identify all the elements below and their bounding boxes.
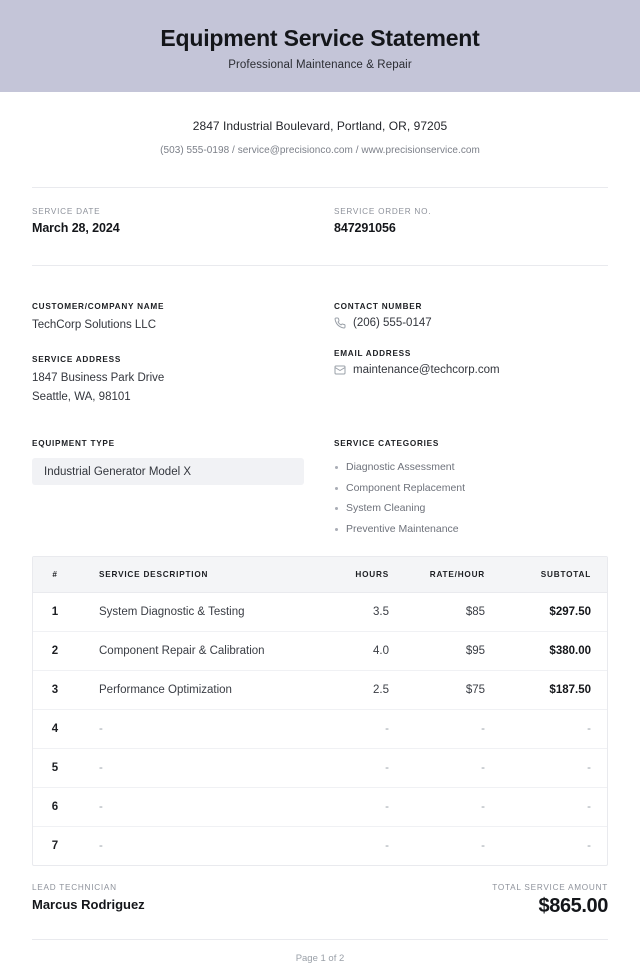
service-categories-field [320,439,608,539]
service-categories-label: SERVICE CATEGORIES [334,439,440,449]
service-address-label: SERVICE ADDRESS [32,354,122,364]
envelope-icon [334,364,346,376]
email-address-value-row [334,364,608,376]
column-header-description: SERVICE DESCRIPTION [77,557,321,593]
cell-number: 6 [33,788,77,827]
company-address: 2847 Industrial Boulevard, Portland, OR, 97205 [192,119,448,133]
service-date-value: March 28, 2024 [32,221,120,235]
cell-description: - [99,840,103,853]
list-item: Diagnostic Assessment [334,457,608,477]
cell-number: 5 [33,749,77,788]
table-header-row [33,557,607,593]
cell-number: 2 [33,632,77,671]
table-row[interactable] [33,671,607,710]
column-header-rate: RATE/HOUR [407,557,503,593]
service-address-field [32,355,320,407]
cell-description: Component Repair & Calibration [77,632,321,671]
table-body [33,593,607,866]
cell-description: Performance Optimization [77,671,321,710]
contact-number-value-row [334,317,608,329]
cell-rate: $95 [407,632,503,671]
cell-description: - [77,710,321,749]
cell-number: 1 [33,593,77,632]
email-address-field [334,349,608,376]
cell-hours: 4.0 [321,632,407,671]
total-amount-value: $865.00 [538,895,608,918]
email-address-value: maintenance@techcorp.com [353,364,500,376]
customer-name-value: TechCorp Solutions LLC [32,319,157,331]
cell-number: 3 [33,671,77,710]
contact-number-field [334,302,608,329]
cell-description: - [77,788,321,827]
email-address-label: EMAIL ADDRESS [334,349,412,358]
service-order-field [320,207,608,235]
cell-hours: - [385,840,389,853]
cell-hours: 2.5 [321,671,407,710]
divider-footer [32,939,608,940]
table-row[interactable] [33,593,607,632]
service-address-line-1: 1847 Business Park Drive [32,371,165,384]
customer-left-column [32,302,320,406]
document-body [0,92,640,964]
column-header-hours: HOURS [321,557,407,593]
document-footer-summary [32,866,608,918]
cell-subtotal: - [587,840,591,853]
table-row[interactable] [33,827,607,866]
contact-number-value: (206) 555-0147 [353,317,432,329]
equipment-type-field [32,439,320,539]
cell-subtotal: - [503,788,607,827]
total-amount-field [492,883,608,918]
table-head [33,557,607,593]
service-categories-list [334,457,608,539]
lead-technician-name: Marcus Rodriguez [32,897,145,913]
cell-rate: - [481,840,485,853]
service-address-line-2: Seattle, WA, 98101 [32,390,131,403]
service-line-items-table [32,556,608,866]
cell-hours: - [321,710,407,749]
service-order-value: 847291056 [334,221,396,235]
service-order-label: SERVICE ORDER NO. [334,207,432,216]
cell-subtotal: $380.00 [503,632,607,671]
cell-hours: 3.5 [321,593,407,632]
table-row[interactable] [33,749,607,788]
cell-hours: - [321,749,407,788]
cell-number: 4 [33,710,77,749]
table-row[interactable] [33,632,607,671]
cell-description: - [77,749,321,788]
equipment-type-input[interactable]: Industrial Generator Model X [32,458,304,485]
page-number-note: Page 1 of 2 [295,953,345,964]
customer-name-label: CUSTOMER/COMPANY NAME [32,302,165,311]
total-amount-label: TOTAL SERVICE AMOUNT [492,883,608,893]
cell-subtotal: $187.50 [503,671,607,710]
line-items-table [33,557,607,865]
lead-technician-field [32,883,145,912]
list-item: System Cleaning [334,498,608,518]
cell-subtotal: - [503,749,607,788]
order-meta-section [32,188,608,235]
cell-subtotal: - [503,710,607,749]
table-row[interactable] [33,788,607,827]
customer-name-field [32,302,320,335]
cell-number: 7 [51,840,59,853]
company-contact-line: (503) 555-0198 / service@precisionco.com / www.precisionservice.com [160,145,480,156]
customer-section [32,266,608,406]
page-subtitle: Professional Maintenance & Repair [228,58,412,71]
equipment-type-label: EQUIPMENT TYPE [32,439,115,449]
contact-number-label: CONTACT NUMBER [334,302,423,311]
document-header-banner [0,0,640,92]
page-title: Equipment Service Statement [160,25,480,52]
cell-hours: - [321,788,407,827]
cell-rate: - [407,710,503,749]
service-date-field [32,207,320,235]
column-header-number: # [33,557,77,593]
customer-right-column [320,302,608,406]
list-item: Preventive Maintenance [334,519,608,539]
cell-rate: $75 [407,671,503,710]
phone-icon [334,317,346,329]
column-header-subtotal: SUBTOTAL [503,557,607,593]
cell-subtotal: $297.50 [503,593,607,632]
cell-description: System Diagnostic & Testing [77,593,321,632]
equipment-section [32,406,608,539]
cell-rate: $85 [407,593,503,632]
cell-rate: - [407,788,503,827]
service-date-label: SERVICE DATE [32,207,101,216]
company-contact-block [32,92,608,156]
table-row[interactable] [33,710,607,749]
lead-technician-label: LEAD TECHNICIAN [32,883,117,893]
cell-rate: - [407,749,503,788]
list-item: Component Replacement [334,478,608,498]
